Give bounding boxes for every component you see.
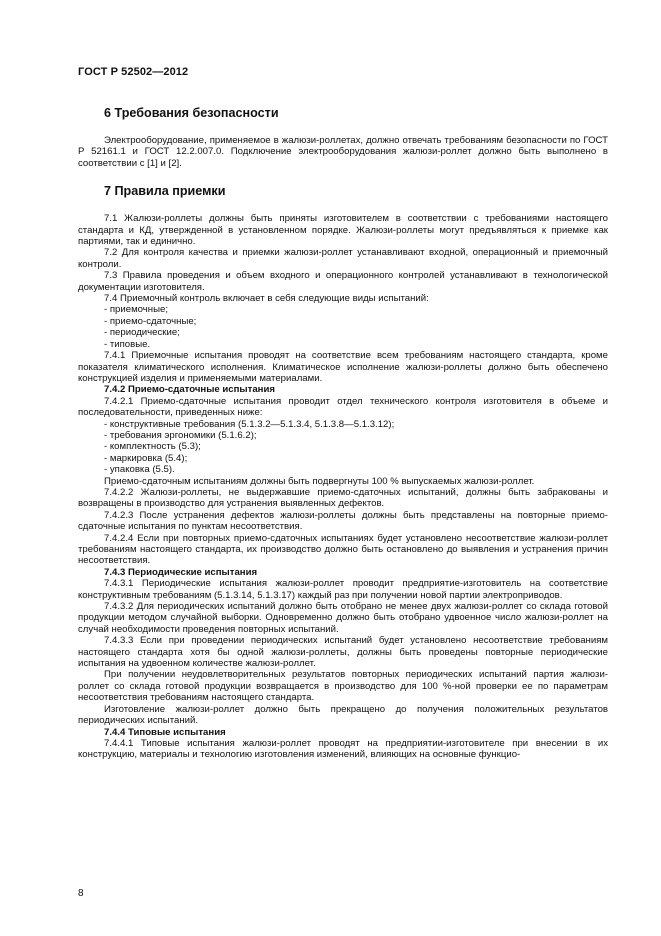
paragraph-7-4-3-2: 7.4.3.2 Для периодических испытаний должно быть отобрано не менее двух жалюзи-роллет со склада готовой продукции методом случайной выборки. Одновременно должно быть отобрано удвоенное число жалюзи-роллет на случай необходимости проведения повторных испытаний.	[78, 601, 608, 635]
paragraph-7-3: 7.3 Правила проведения и объем входного и операционного контролей устанавливают в технологической документации изготовителя.	[78, 270, 608, 293]
list-item: - типовые.	[104, 338, 151, 350]
list-item: - комплектность (5.3);	[104, 441, 201, 453]
paragraph-7-4-2-2: 7.4.2.2 Жалюзи-роллеты, не выдержавшие приемо-сдаточных испытаний, должны быть забракованы и возвращены в производство для устранения выявленных дефектов.	[78, 486, 608, 510]
paragraph-7-1: 7.1 Жалюзи-роллеты должны быть приняты изготовителем в соответствии с требованиями настоящего стандарта и КД, утвержденной в установленном порядке. Жалюзи-роллеты могут предъявляться к приемке как партиями, так и единично.	[78, 213, 608, 248]
section-6-paragraph: Электрооборудование, применяемое в жалюзи-роллетах, должно отвечать требованиям безопасности по ГОСТ Р 52161.1 и ГОСТ 12.2.007.0. Подключение электрооборудования жалюзи-роллет должно быть выполнено в соответствии с [1] и [2].	[78, 135, 608, 169]
section-6-heading: 6 Требования безопасности	[104, 106, 279, 120]
subheading-7-4-3: 7.4.3 Периодические испытания	[104, 566, 258, 578]
paragraph-unsatisfactory: При получении неудовлетворительных результатов повторных периодических испытаний партия жалюзи-роллет со склада готовой продукции возвращается в производство для 100 %-ной проверки ее по параметрам несоответствия требованиям настоящего стандарта.	[78, 669, 608, 704]
list-item: - приемочные;	[104, 304, 168, 316]
paragraph-7-4-3-3: 7.4.3.3 Если при проведении периодических испытаний будет установлено несоответствие требованиям настоящего стандарта хотя бы одной жалюзи-роллеты, должны быть проведены повторные периодические испытания на удвоенном количестве жалюзи-роллет.	[78, 635, 608, 670]
paragraph-7-4-4-1: 7.4.4.1 Типовые испытания жалюзи-роллет проводят на предприятии-изготовителе при внесении в их конструкцию, материалы и технологию изготовления изменений, влияющих на основные функцио-	[78, 737, 608, 761]
paragraph-7-4-2-4: 7.4.2.4 Если при повторных приемо-сдаточных испытаниях будет установлено несоответствие жалюзи-роллет требованиям настоящего стандарта, их производство должно быть остановлено до выявления и устранения причин несоответствия.	[78, 532, 608, 567]
paragraph-7-4-3-1: 7.4.3.1 Периодические испытания жалюзи-роллет проводит предприятие-изготовитель на соответствие конструктивным требованиям (5.1.3.14, 5.1.3.17) каждый раз при получении новой партии электроприводов.	[78, 578, 608, 601]
list-item: - маркировка (5.4);	[104, 452, 188, 464]
acceptance-list	[78, 419, 608, 476]
subheading-7-4-2: 7.4.2 Приемо-сдаточные испытания	[104, 384, 275, 396]
document-header: ГОСТ Р 52502—2012	[78, 66, 189, 78]
list-item: - приемо-сдаточные;	[104, 315, 197, 327]
paragraph-production-stop: Изготовление жалюзи-роллет должно быть прекращено до получения положительных результатов периодических испытаний.	[78, 703, 608, 727]
section-7-heading: 7 Правила приемки	[104, 184, 226, 199]
tests-list	[78, 304, 608, 350]
paragraph-7-4-2-3: 7.4.2.3 После устранения дефектов жалюзи-роллеты должны быть представлены на повторные приемо-сдаточные испытания по пунктам несоответствия.	[78, 509, 608, 533]
list-item: - требования эргономики (5.1.6.2);	[104, 429, 257, 441]
page-number: 8	[78, 888, 84, 899]
paragraph-7-4-2-1: 7.4.2.1 Приемо-сдаточные испытания проводит отдел технического контроля изготовителя в объеме и последовательности, приведенных ниже:	[78, 395, 608, 419]
list-item: - упаковка (5.5).	[104, 464, 175, 476]
paragraph-7-4: 7.4 Приемочный контроль включает в себя следующие виды испытаний:	[104, 293, 429, 305]
paragraph-7-2: 7.2 Для контроля качества и приемки жалюзи-роллет устанавливают входной, операционный и приемочный контроли.	[78, 247, 608, 270]
list-item: - периодические;	[104, 327, 180, 339]
subheading-7-4-4: 7.4.4 Типовые испытания	[104, 726, 226, 738]
paragraph-percent: Приемо-сдаточным испытаниям должны быть подвергнуты 100 % выпускаемых жалюзи-роллет.	[104, 475, 535, 487]
paragraph-7-4-1: 7.4.1 Приемочные испытания проводят на соответствие всем требованиям настоящего стандарта, кроме показателя климатического исполнения. Климатическое исполнение жалюзи-роллеты должно быть обеспечено конструкцией изделия и применяемыми материалами.	[78, 350, 608, 384]
list-item: - конструктивные требования (5.1.3.2—5.1.3.4, 5.1.3.8—5.1.3.12);	[104, 418, 395, 430]
document-page	[78, 66, 608, 761]
